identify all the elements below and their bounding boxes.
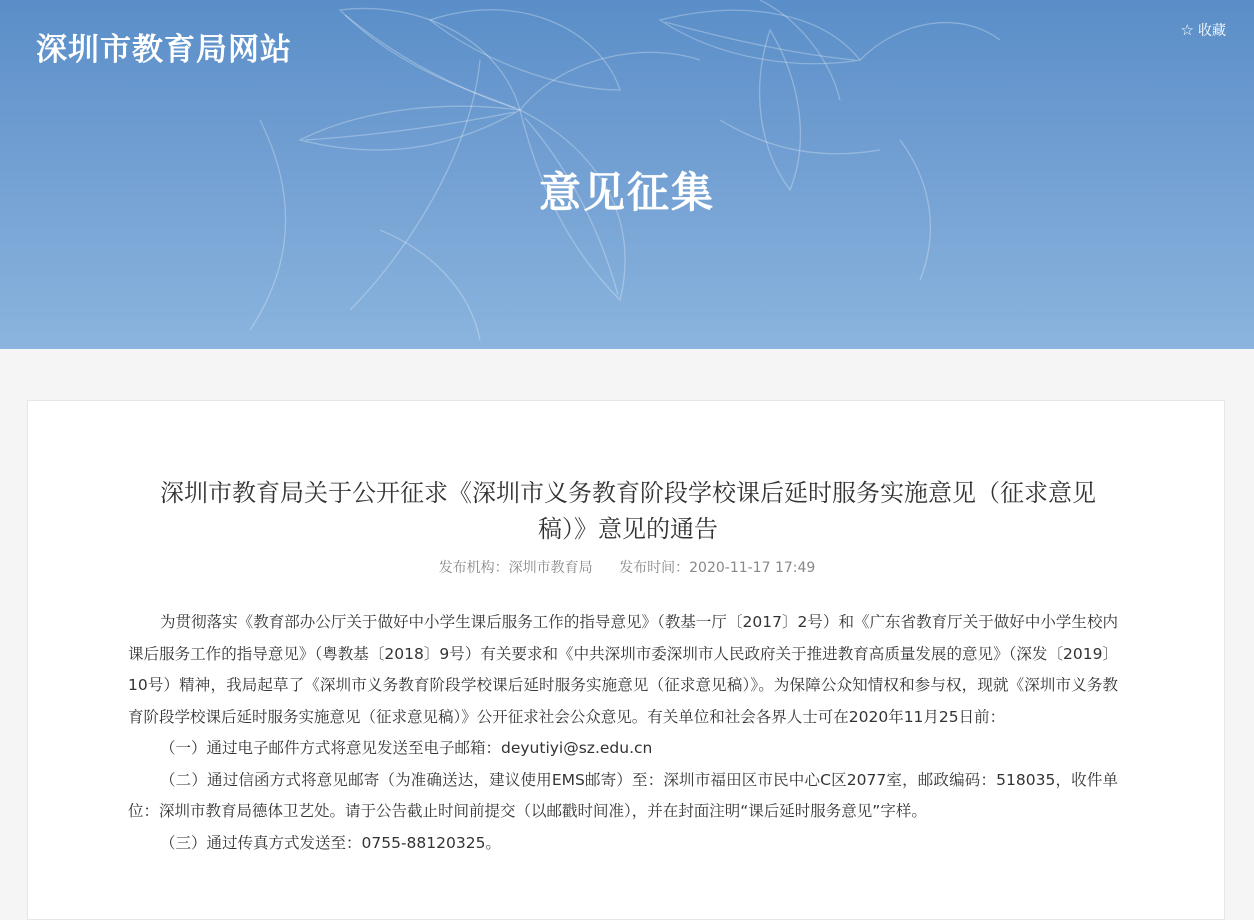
- article-paragraph: （三）通过传真方式发送至：0755-88120325。: [160, 833, 501, 852]
- article-paragraph: 为贯彻落实《教育部办公厅关于做好中小学生课后服务工作的指导意见》（教基一厅〔2017〕2号）和《广东省教育厅关于做好中小学生校内课后服务工作的指导意见》（粤教基〔2018〕9号）有关要求和《中共深圳市委深圳市人民政府关于推进教育高质量发展的意见》（深发〔2019〕10号）精神，我局起草了《深圳市义务教育阶段学校课后延时服务实施意见（征求意见稿）》。为保障公众知情权和参与权，现就《深圳市义务教育阶段学校课后延时服务实施意见（征求意见稿）》公开征求社会公众意见。有关单位和社会各界人士可在2020年11月25日前：: [128, 613, 1118, 726]
- article-body: [128, 607, 1118, 859]
- article-meta: [28, 557, 1226, 577]
- section-title: 意见征集: [538, 168, 715, 217]
- favorite-label: 收藏: [1198, 23, 1226, 39]
- favorite-button[interactable]: [1181, 20, 1226, 40]
- article-title: 深圳市教育局关于公开征求《深圳市义务教育阶段学校课后延时服务实施意见（征求意见稿）》意见的通告: [160, 479, 1096, 543]
- publish-time: 发布时间：2020-11-17 17:49: [619, 560, 816, 576]
- header-banner: [0, 0, 1254, 349]
- publisher-info: 发布机构：深圳市教育局: [438, 560, 593, 576]
- article-paragraph: （二）通过信函方式将意见邮寄（为准确送达，建议使用EMS邮寄）至：深圳市福田区市民中心C区2077室，邮政编码：518035，收件单位：深圳市教育局德体卫艺处。请于公告截止时间前提交（以邮戳时间准），并在封面注明“课后延时服务意见”字样。: [128, 770, 1118, 820]
- article-card: [27, 400, 1225, 920]
- site-title[interactable]: 深圳市教育局网站: [36, 32, 292, 68]
- star-outline-icon: ☆: [1180, 20, 1194, 39]
- article-paragraph: （一）通过电子邮件方式将意见发送至电子邮箱：deyutiyi@sz.edu.cn: [160, 739, 653, 757]
